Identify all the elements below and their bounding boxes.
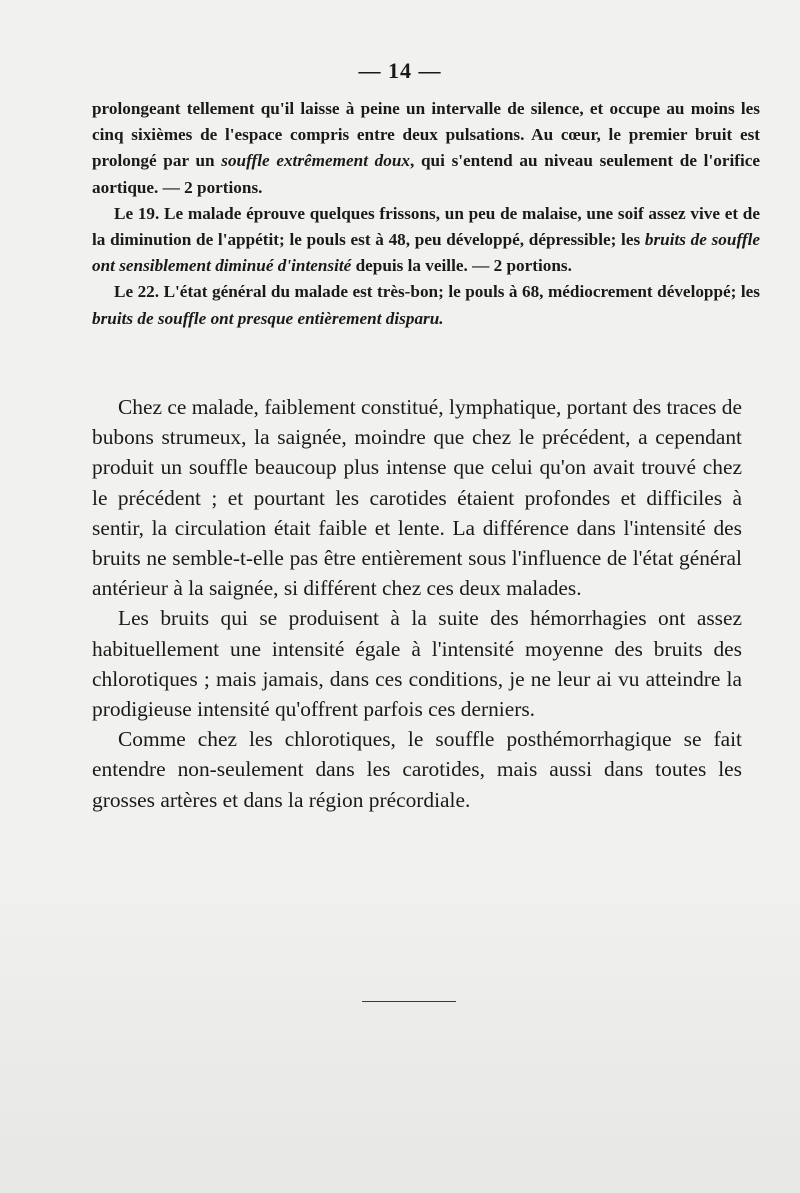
note-2-italic: bruits de souffle ont sensiblement diminué d'intensité <box>92 230 761 276</box>
page-number: — 14 — <box>358 58 442 83</box>
note-paragraph-3 <box>92 279 760 331</box>
note-3-text-a: Le 22. L'état général du malade est très-bon; le pouls à 68, médiocrement développé; les <box>114 282 760 302</box>
section-rule <box>362 1001 456 1002</box>
body-paragraph-2: Les bruits qui se produisent à la suite des hémorrhagies ont assez habituellement une intensité égale à l'intensité moyenne des bruits des chlorotiques ; mais jamais, dans ces conditions, je ne leur ai vu atteindre la prodigieuse intensité qu'offrent parfois ces derniers. <box>92 606 742 722</box>
note-paragraph-1 <box>92 96 760 201</box>
note-3-italic: bruits de souffle ont presque entièrement disparu. <box>92 308 444 328</box>
show-through-shading <box>0 860 800 1193</box>
note-paragraph-2 <box>92 201 760 280</box>
note-1-italic: souffle extrêmement doux <box>221 151 411 171</box>
main-text <box>92 392 742 815</box>
note-1-text-b: , qui s'entend au niveau seulement de l'orifice aortique. — 2 portions. <box>92 151 760 197</box>
body-paragraph-3: Comme chez les chlorotiques, le souffle posthémorrhagique se fait entendre non-seulement dans les carotides, mais aussi dans toutes les grosses artères et dans la région précordiale. <box>92 727 742 812</box>
note-2-text-a: Le 19. Le malade éprouve quelques frissons, un peu de malaise, une soif assez vive et de la diminution de l'appétit; le pouls est à 48, peu développé, dépressible; les <box>92 203 760 250</box>
note-1-text-a: prolongeant tellement qu'il laisse à peine un intervalle de silence, et occupe au moins les cinq sixièmes de l'espace compris entre deux pulsations. Au cœur, le premier bruit est prolongé par un <box>92 99 760 171</box>
case-notes <box>92 96 760 332</box>
note-2-text-b: depuis la veille. — 2 portions. <box>351 256 572 276</box>
body-paragraph-1: Chez ce malade, faiblement constitué, lymphatique, portant des traces de bubons strumeux, la saignée, moindre que chez le précédent, a cependant produit un souffle beaucoup plus intense que celui qu'on avait trouvé chez le précédent ; et pourtant les carotides étaient profondes et difficiles à sentir, la circulation était faible et lente. La différence dans l'intensité des bruits ne semble-t-elle pas être entièrement sous l'influence de l'état général antérieur à la saignée, si différent chez ces deux malades. <box>92 395 742 601</box>
